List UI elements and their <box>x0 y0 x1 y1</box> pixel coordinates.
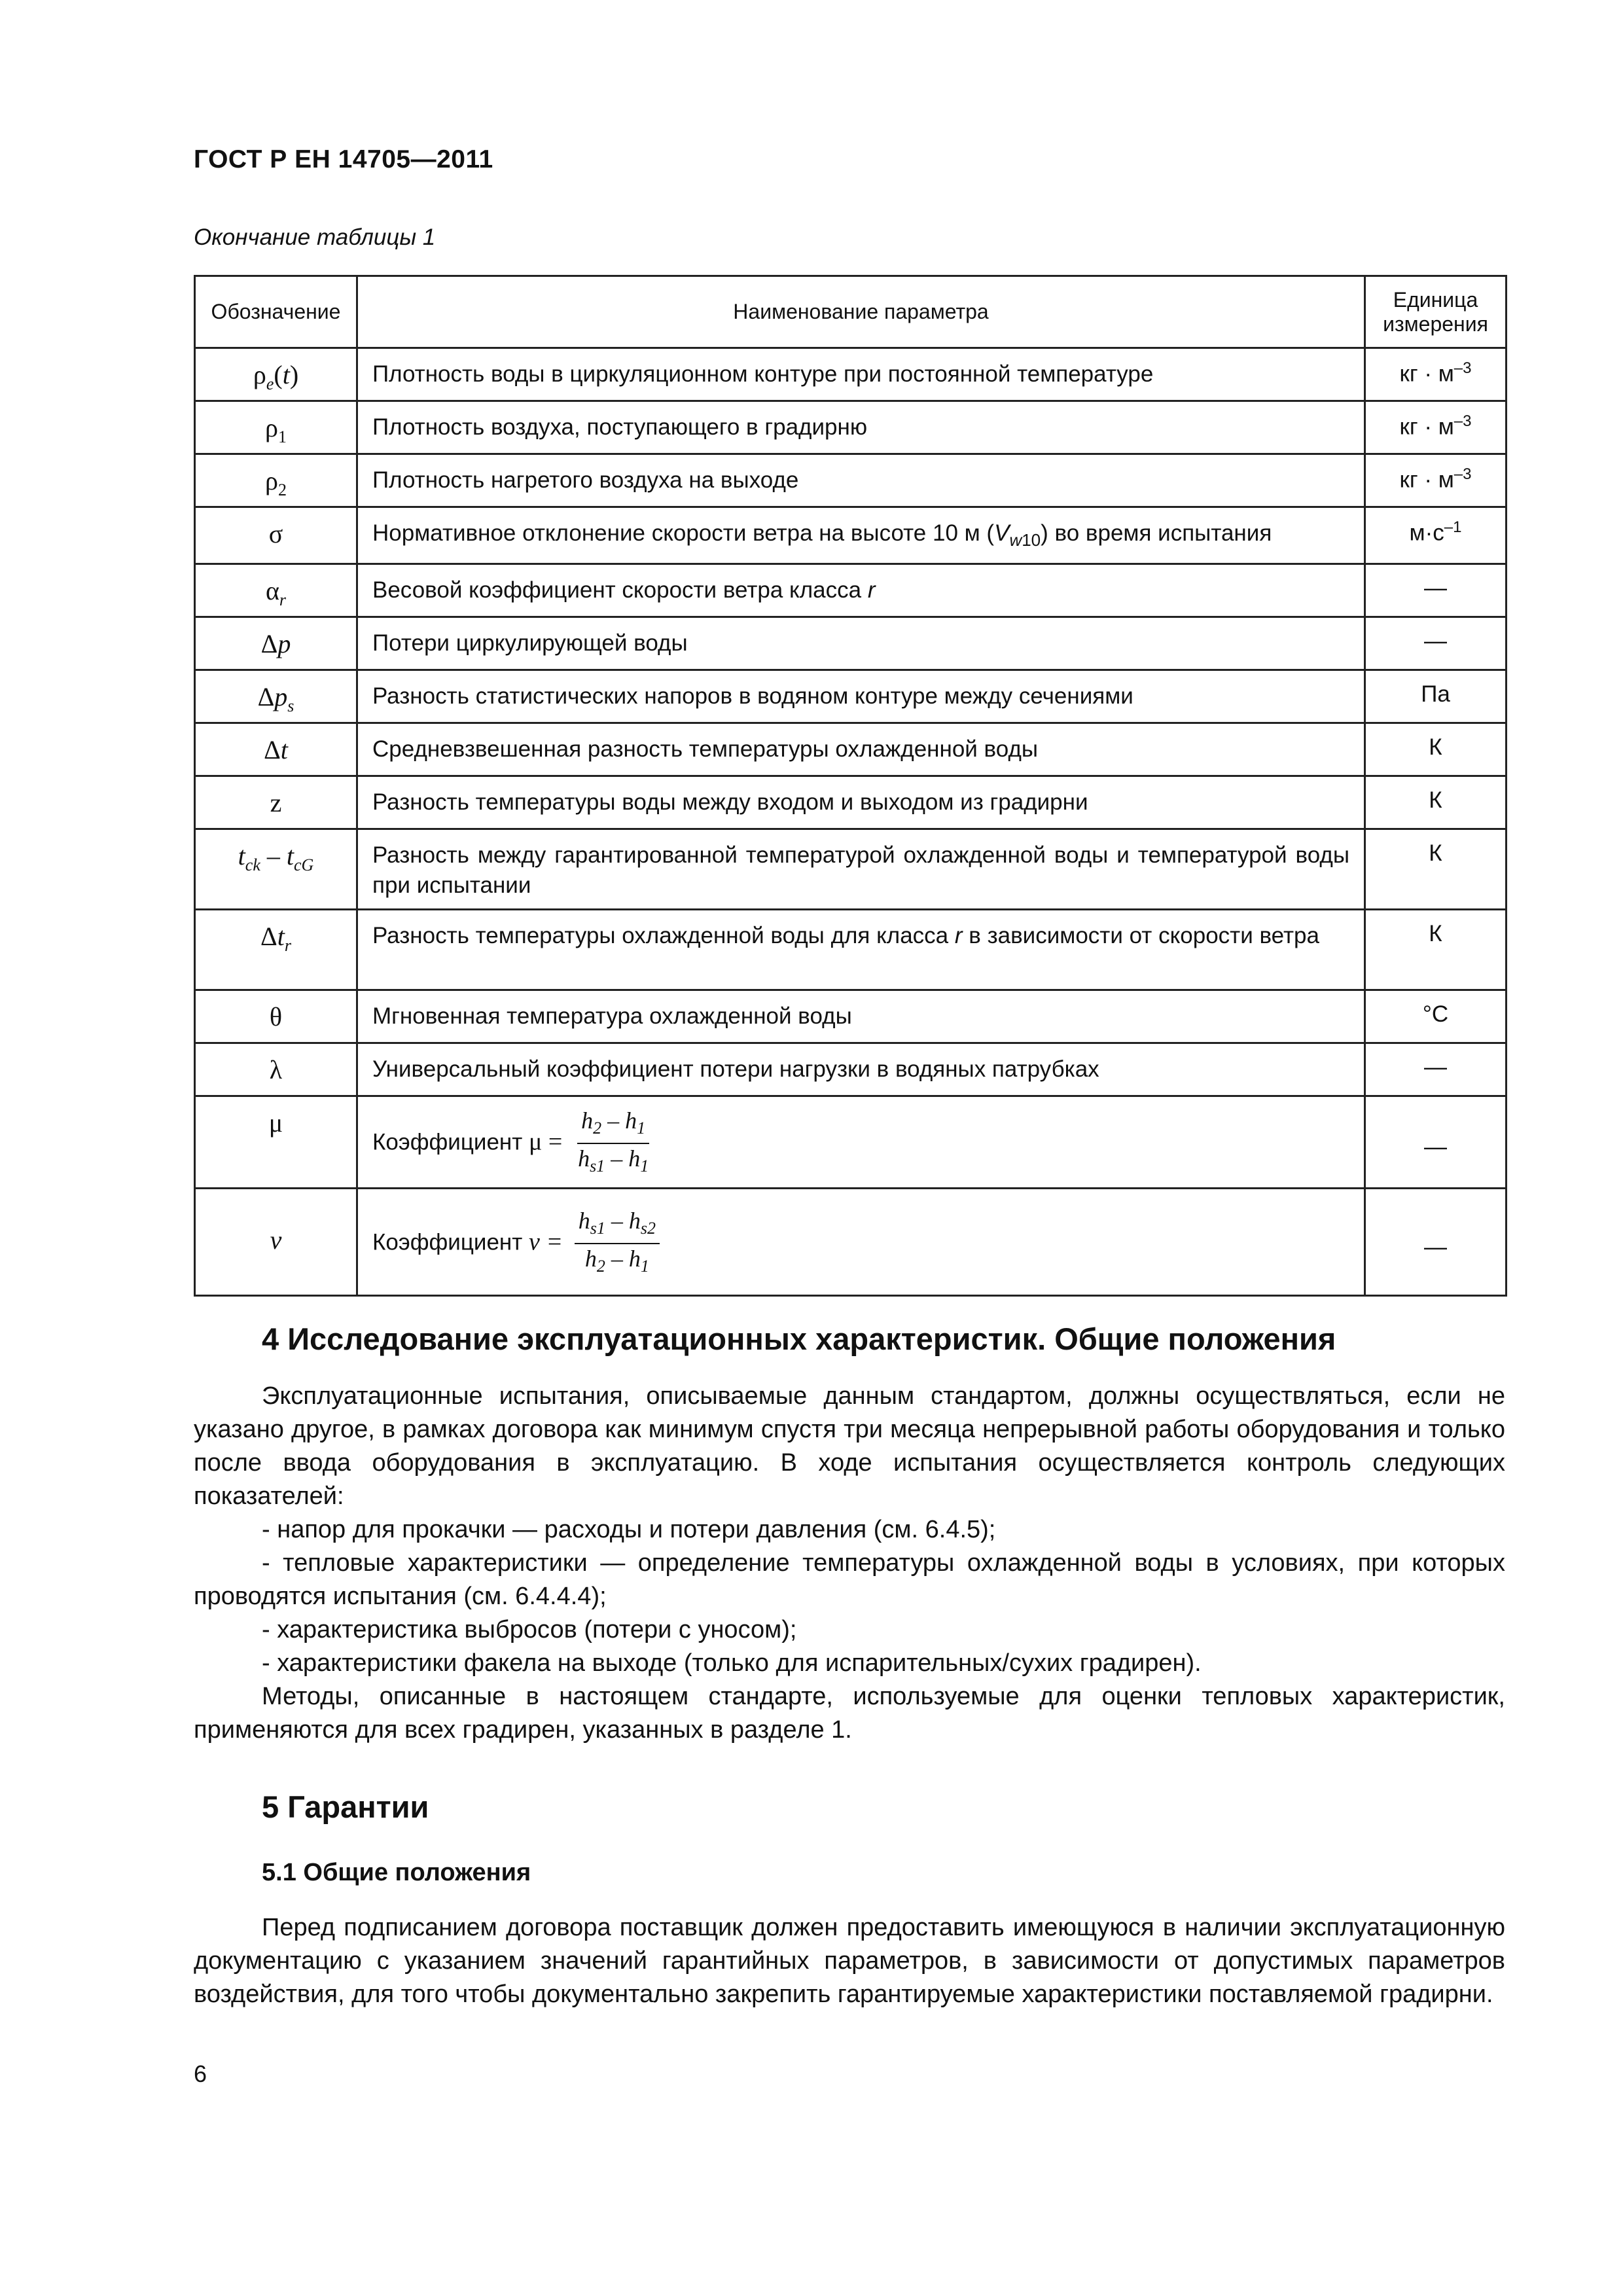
formula-denominator: $h_{s1} - h_1$ <box>578 1145 649 1176</box>
formula-label: Коэффициент <box>372 1129 523 1155</box>
parameter-name: Весовой коэффициент скорости ветра класса r <box>357 564 1365 617</box>
parameter-name: Разность температуры охлажденной воды для класса r в зависимости от скорости ветра <box>357 910 1365 990</box>
formula-numerator: $h_{s1} - h_{s2}$ <box>575 1208 660 1244</box>
symbol-cell: λ <box>195 1043 357 1096</box>
symbol-cell: $\rho_2$ <box>195 454 357 507</box>
formula-fraction <box>575 1208 660 1280</box>
parameter-name: Плотность воздуха, поступающего в градирню <box>357 401 1365 454</box>
unit-cell: К <box>1365 776 1507 829</box>
parameter-name: Разность статистических напоров в водяном контуре между сечениями <box>357 670 1365 723</box>
section-5-1-body <box>194 1911 1505 2011</box>
unit-cell: К <box>1365 910 1507 990</box>
document-code: ГОСТ Р ЕН 14705—2011 <box>194 145 493 173</box>
table-row <box>195 1043 1507 1096</box>
page-number: 6 <box>194 2060 207 2087</box>
symbol-cell <box>195 348 357 401</box>
parameter-name: Мгновенная температура охлажденной воды <box>357 990 1365 1043</box>
table-row <box>195 1189 1507 1296</box>
table-row <box>195 990 1507 1043</box>
unit-cell: $м\cdot с^{-1}$ <box>1365 507 1507 564</box>
section-4-heading: 4 Исследование эксплуатационных характеристик. Общие положения <box>262 1321 1336 1356</box>
formula-lhs: μ = <box>529 1128 563 1156</box>
parameter-name: Плотность нагретого воздуха на выходе <box>357 454 1365 507</box>
formula-denominator: $h_2 - h_1$ <box>584 1245 649 1276</box>
paragraph: Перед подписанием договора поставщик должен предоставить имеющуюся в наличии эксплуатационную документацию с указанием значений гарантийных параметров, в зависимости от допустимых параметров воздействия, для того чтобы документально закрепить гарантируемые характеристики поставляемой градирни. <box>194 1914 1505 2008</box>
parameter-name: Разность между гарантированной температурой охлажденной воды и температурой воды при испытании <box>357 829 1365 910</box>
unit-cell: — <box>1365 617 1507 670</box>
table-row <box>195 507 1507 564</box>
parameters-table <box>194 275 1507 1297</box>
symbol-cell: μ <box>195 1096 357 1189</box>
parameter-name: Плотность воды в циркуляционном контуре при постоянной температуре <box>357 348 1365 401</box>
table-row <box>195 1096 1507 1189</box>
symbol-cell: Δp <box>195 617 357 670</box>
symbol-cell: Δt <box>195 723 357 776</box>
formula-label: Коэффициент <box>372 1229 523 1255</box>
unit-cell: кг · $м^{-3}$ <box>1365 454 1507 507</box>
table-caption: Окончание таблицы 1 <box>194 224 436 250</box>
column-header-symbol: Обозначение <box>195 276 357 348</box>
unit-cell: Па <box>1365 670 1507 723</box>
symbol-cell: $t_{ck} - t_{cG}$ <box>195 829 357 910</box>
list-item: - тепловые характеристики — определение температуры охлажденной воды в условиях, при которых проводятся испытания (см. 6.4.4.4); <box>194 1549 1505 1610</box>
symbol-cell <box>195 1189 357 1296</box>
unit-cell: кг · $м^{-3}$ <box>1365 401 1507 454</box>
table-row <box>195 401 1507 454</box>
symbol-cell: z <box>195 776 357 829</box>
formula-fraction <box>574 1107 652 1179</box>
table-row <box>195 723 1507 776</box>
unit-cell: кг · $м^{-3}$ <box>1365 348 1507 401</box>
table-row <box>195 776 1507 829</box>
formula-numerator: $h_2 - h_1$ <box>577 1107 649 1144</box>
unit-cell: К <box>1365 723 1507 776</box>
column-header-unit: Единица измерения <box>1365 276 1507 348</box>
paragraph: Методы, описанные в настоящем стандарте, используемые для оценки тепловых характеристик, применяются для всех градирен, указанных в разделе 1. <box>194 1683 1505 1744</box>
unit-cell: — <box>1365 564 1507 617</box>
table-row <box>195 670 1507 723</box>
symbol-cell: σ <box>195 507 357 564</box>
formula-lhs: v = <box>529 1228 563 1256</box>
symbol-cell: $\rho_1$ <box>195 401 357 454</box>
paragraph: Эксплуатационные испытания, описываемые данным стандартом, должны осуществляться, если не указано другое, в рамках договора как минимум спустя три месяца непрерывной работы оборудования и только после ввода оборудования в эксплуатацию. В ходе испытания осуществляется контроль следующих показателей: <box>194 1382 1505 1510</box>
section-5-heading: 5 Гарантии <box>262 1789 429 1824</box>
list-item: - характеристики факела на выходе (только для испарительных/сухих градирен). <box>262 1649 1202 1677</box>
symbol-cell: θ <box>195 990 357 1043</box>
table-row <box>195 348 1507 401</box>
unit-cell: °С <box>1365 990 1507 1043</box>
symbol-cell: $\Delta p_s$ <box>195 670 357 723</box>
list-item: - характеристика выбросов (потери с уносом); <box>262 1616 797 1643</box>
unit-cell: — <box>1365 1096 1507 1189</box>
parameter-name: Потери циркулирующей воды <box>357 617 1365 670</box>
table-body <box>195 348 1507 1296</box>
list-item: - напор для прокачки — расходы и потери давления (см. 6.4.5); <box>262 1516 996 1543</box>
subsection-5-1-heading: 5.1 Общие положения <box>262 1859 531 1886</box>
table-row <box>195 617 1507 670</box>
table-row <box>195 564 1507 617</box>
unit-cell: — <box>1365 1189 1507 1296</box>
parameter-name <box>357 1096 1365 1189</box>
symbol-cell: $\alpha_r$ <box>195 564 357 617</box>
parameter-name: Средневзвешенная разность температуры охлажденной воды <box>357 723 1365 776</box>
symbol: $\rho_e(t)$ <box>253 360 299 393</box>
table-row <box>195 829 1507 910</box>
section-4-body <box>194 1380 1505 1747</box>
table-row <box>195 454 1507 507</box>
parameter-name: Универсальный коэффициент потери нагрузки в водяных патрубках <box>357 1043 1365 1096</box>
column-header-name: Наименование параметра <box>357 276 1365 348</box>
parameter-name: Разность температуры воды между входом и выходом из градирни <box>357 776 1365 829</box>
parameter-name: Нормативное отклонение скорости ветра на высоте 10 м $(V_{w10})$ во время испытания <box>357 507 1365 564</box>
table-row <box>195 910 1507 990</box>
unit-cell: — <box>1365 1043 1507 1096</box>
parameter-name <box>357 1189 1365 1296</box>
symbol-cell: $\Delta t_r$ <box>195 910 357 990</box>
symbol: v <box>270 1225 282 1255</box>
unit-cell: К <box>1365 829 1507 910</box>
